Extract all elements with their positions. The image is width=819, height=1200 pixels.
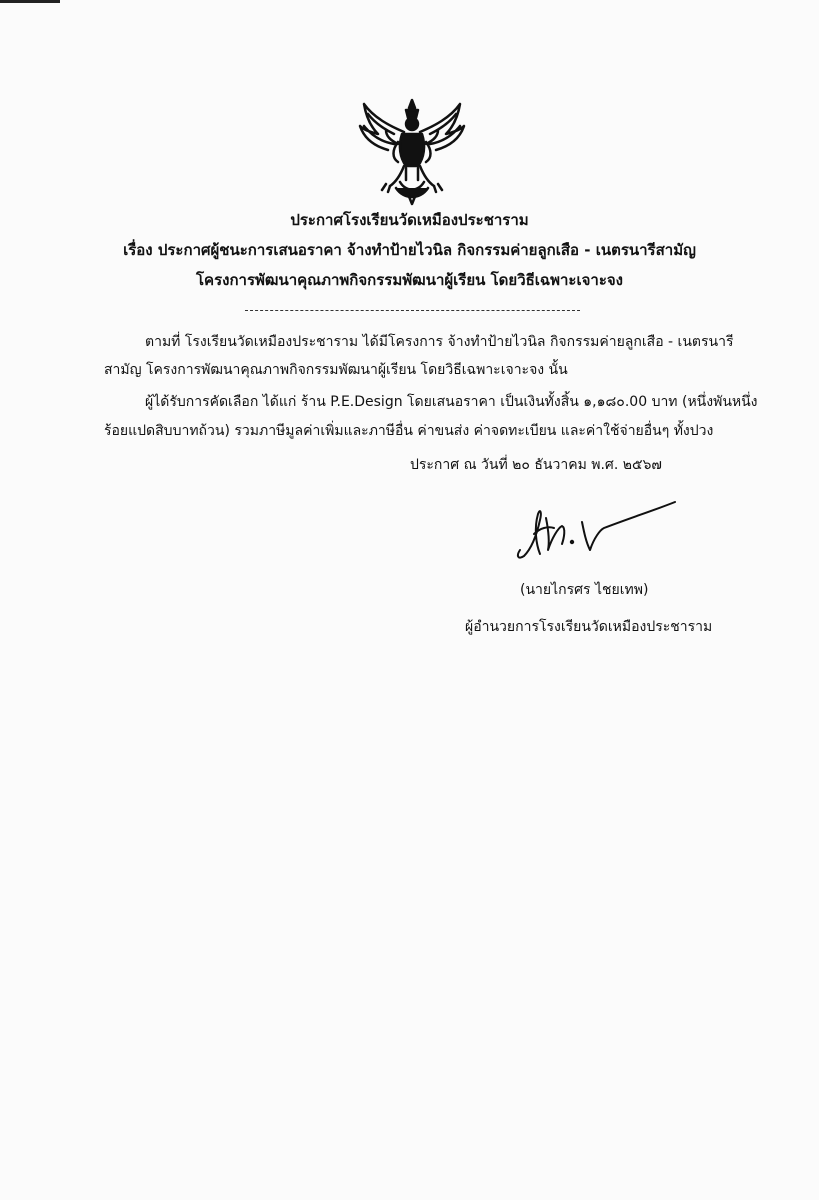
scan-edge-mark (0, 0, 60, 3)
announcement-title: ประกาศโรงเรียนวัดเหมืองประชาราม (290, 211, 529, 229)
announcement-date: ประกาศ ณ วันที่ ๒๐ ธันวาคม พ.ศ. ๒๕๖๗ (410, 457, 662, 473)
paragraph-1-line-1: ตามที่ โรงเรียนวัดเหมืองประชาราม ได้มีโครงการ จ้างทำป้ายไวนิล กิจกรรมค่ายลูกเสือ - เนตรนารี (145, 334, 734, 350)
dashed-divider (245, 310, 580, 311)
announcement-project: โครงการพัฒนาคุณภาพกิจกรรมพัฒนาผู้เรียน โดยวิธีเฉพาะเจาะจง (196, 271, 623, 289)
paragraph-1-line-2: สามัญ โครงการพัฒนาคุณภาพกิจกรรมพัฒนาผู้เรียน โดยวิธีเฉพาะเจาะจง นั้น (104, 362, 568, 378)
paragraph-2-line-1: ผู้ได้รับการคัดเลือก ได้แก่ ร้าน P.E.Design โดยเสนอราคา เป็นเงินทั้งสิ้น ๑,๑๘๐.00 บาท (หนึ่งพันหนึ่ง (145, 394, 758, 410)
paragraph-2-line-2: ร้อยแปดสิบบาทถ้วน) รวมภาษีมูลค่าเพิ่มและภาษีอื่น ค่าขนส่ง ค่าจดทะเบียน และค่าใช้จ่ายอื่นๆ ทั้งปวง (104, 423, 714, 439)
handwritten-signature (510, 498, 680, 568)
garuda-emblem-icon (356, 96, 468, 208)
signatory-position: ผู้อำนวยการโรงเรียนวัดเหมืองประชาราม (465, 619, 713, 635)
announcement-subject: เรื่อง ประกาศผู้ชนะการเสนอราคา จ้างทำป้ายไวนิล กิจกรรมค่ายลูกเสือ - เนตรนารีสามัญ (123, 241, 696, 259)
signatory-name: (นายไกรศร ไชยเทพ) (520, 582, 649, 598)
